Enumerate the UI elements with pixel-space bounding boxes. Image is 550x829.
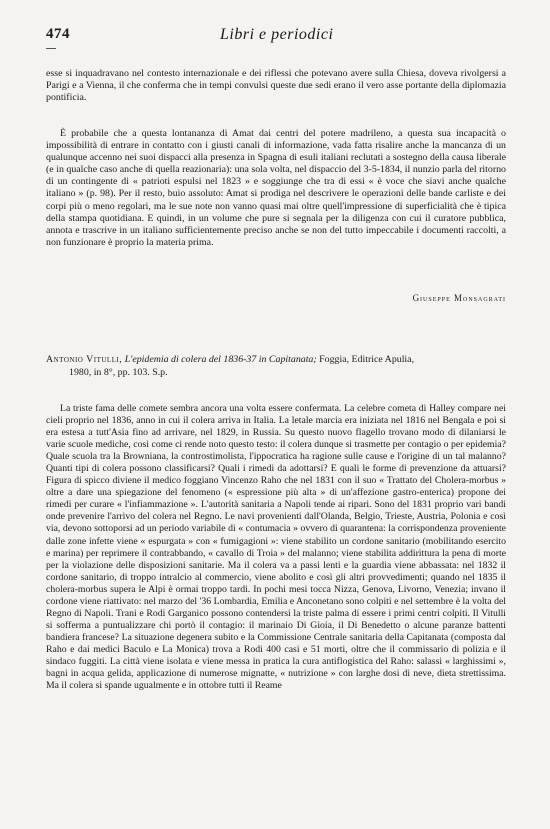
- page-number: 474: [46, 26, 70, 42]
- citation-publisher: Foggia, Editrice Apulia,: [319, 354, 415, 365]
- review1-paragraph-1: esse si inquadravano nel contesto internazionale e dei riflessi che potevano avere sulla Chiesa, doveva rivolgersi a Parigi e a Vienna, il che conferma che in tempi convulsi queste due sedi erano il vero asse portante della diplomazia pontificia.: [46, 68, 506, 104]
- margin-mark: [46, 48, 56, 49]
- reviewer-signature: Giuseppe Monsagrati: [412, 293, 506, 303]
- running-title: Libri e periodici: [220, 26, 334, 43]
- review2-citation: [46, 354, 506, 379]
- review1-paragraph-2: È probabile che a questa lontananza di Amat dai centri del potere madrileno, a questa sua incapacità o impossibilità di entrare in contatto con i giusti canali di informazione, vada fatta risalire anche la mancanza di un qualunque accenno nei suoi dispacci alla presenza in Spagna di esuli italiani reclutati a sostegno della causa liberale (e in qualche caso anche di quella reazionaria): una sola volta, nel dispaccio del 3-5-1834, il nunzio parla del ritorno di un contingente di « patrioti espulsi nel 1823 » e soggiunge che tra di essi « è voce che siavi anche qualche italiano » (p. 98). Per il resto, buio assoluto: Amat si prodiga nel descrivere le operazioni delle bande carliste e dei corpi più o meno regolari, ma le sue note non vanno quasi mai oltre quell'impressione di superficialità che è tipica della stampa quotidiana. E quindi, in un volume che pure si segnala per la diligenza con cui il curatore pubblica, annota e trascrive in un italiano sufficientemente preciso anche se non del tutto impeccabile i documenti raccolti, a non funzionare è proprio la materia prima.: [46, 128, 506, 248]
- review2-paragraph: La triste fama delle comete sembra ancora una volta essere confermata. La celebre cometa di Halley compare nei cieli proprio nel 1836, anno in cui il colera arriva in Italia. La letale marcia era iniziata nel 1816 nel Bengala e poi si era estesa a tutt'Asia fino ad arrivare, nel 1829, in Russia. Su questo nuovo flagello trovano modo di dilaniarsi le varie scuole mediche, così come ci rende noto questo testo: il colera dunque si trasmette per contagio o per epidemia? Quale scuola tra la Browniana, la controstimolista, l'ippocratica ha ragione sulle cause e l'origine di un tal malanno? Quanti tipi di colera possono classificarsi? Quali i rimedi da adottarsi? E quali le forme di prevenzione da attuarsi? Figura di spicco diviene il medico foggiano Vincenzo Raho che nel 1831 con il suo « Trattato del Cholera-morbus » oltre a dare una spiegazione del fenomeno (« espressione più alta » di un'affezione gastro-enterica) propone dei rimedi per curare « l'infiammazione ». L'autorità sanitaria a Napoli tende ai ripari. Sono del 1831 proprio vari bandi onde prevenire l'arrivo del colera nel Regno. Le navi provenienti dall'Olanda, Belgio, Trieste, Austria, Polonia e così via, devono sottoporsi ad un periodo variabile di « contumacia » ovvero di quarantena: la corrispondenza proveniente dalle zone infette viene « espurgata » con « fumigagioni »: viene stabilito un cordone sanitario (mobilitando esercito e marina) per reprimere il contrabbando, « cavallo di Troia » del malanno; viene stabilita addirittura la pena di morte per la violazione delle disposizioni sanitarie. Ma il colera va a passi lenti e la guardia viene abbassata: nel 1832 il cordone sanitario, di troppo intralcio al commercio, viene abolito e così gli altri provvedimenti; quando nel 1835 il cholera-morbus supera le Alpi è ormai troppo tardi. In pochi mesi tocca Nizza, Genova, Livorno, Venezia; invano il cordone viene riattivato: nel marzo del '36 Lombardia, Emilia e Anconetano sono colpiti e nel settembre è la volta del Regno di Napoli. Trani e Rodi Garganico possono contendersi la triste palma di essere i primi centri colpiti. Il Vitulli si sofferma a puntualizzare chi portò il contagio: il marinaio Di Gioia, il Di Benedetto o alcune paranze battenti bandiera francese? La situazione degenera subito e la Commissione Centrale sanitaria della Capitanata (composta dal Raho e dai medici Baculo e La Monica) trova a Rodi 400 casi e 51 morti, oltre che il commissario di polizia e il sindaco fuggiti. La città viene isolata e viene messa in pratica la cura antiflogistica del Raho: salassi « larghissimi », bagni in acqua gelida, applicazione di numerose mignatte, « nutrizione » con larghe dosi di neve, dieta strettissima. Ma il colera si spande ugualmente e in ottobre tutti il Reame: [46, 403, 506, 692]
- citation-title: L'epidemia di colera del 1836-37 in Capitanata;: [124, 354, 317, 365]
- citation-details: 1980, in 8°, pp. 103. S.p.: [69, 366, 168, 378]
- citation-author: Antonio Vitulli,: [46, 354, 123, 365]
